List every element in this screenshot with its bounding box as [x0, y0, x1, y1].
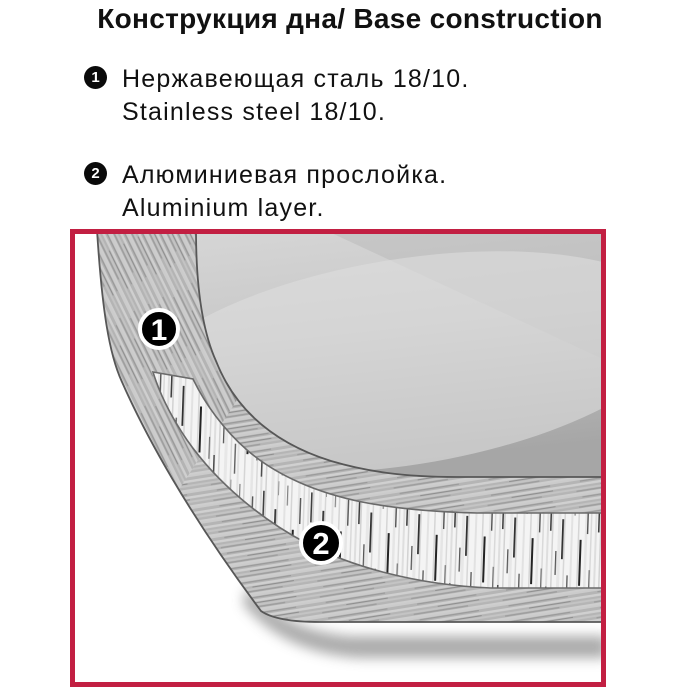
diagram-marker-1: [140, 310, 178, 348]
pan-cross-section: [75, 234, 601, 682]
page-title: Конструкция дна/ Base construction: [97, 3, 603, 34]
legend-item-aluminium: [84, 159, 447, 225]
legend-item-steel: [84, 63, 470, 129]
diagram-marker-1-label: 1: [150, 314, 168, 347]
diagram-marker-2: [301, 523, 341, 563]
diagram-marker-2-label: 2: [312, 526, 330, 561]
legend-text-aluminium: [122, 159, 447, 225]
legend-aluminium-en: Aluminium layer.: [122, 194, 325, 222]
legend-marker-1: 1: [84, 66, 107, 89]
legend-steel-en: Stainless steel 18/10.: [122, 98, 387, 126]
legend-text-steel: [122, 63, 470, 129]
legend-steel-ru: Нержавеющая сталь 18/10.: [122, 65, 470, 93]
legend-aluminium-ru: Алюминиевая прослойка.: [122, 161, 448, 189]
legend-marker-2: 2: [84, 162, 107, 185]
base-construction-diagram: [70, 229, 606, 687]
